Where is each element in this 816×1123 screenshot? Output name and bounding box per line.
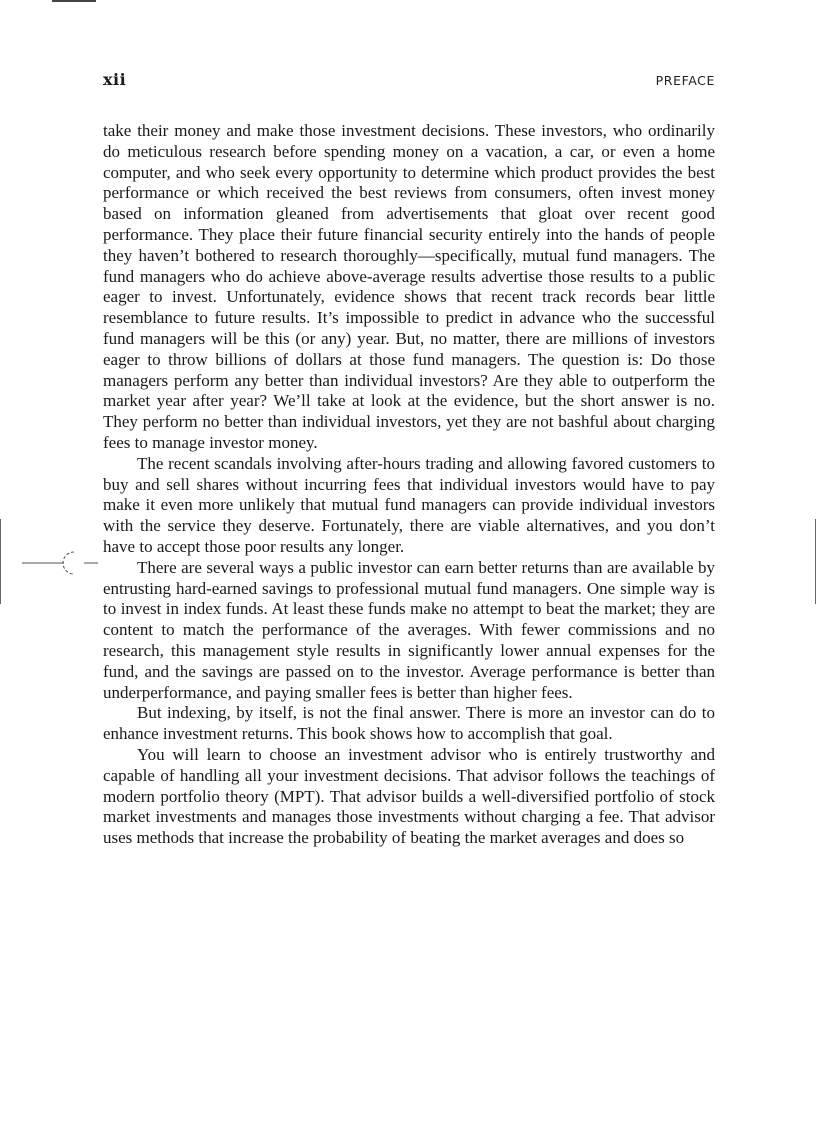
paragraph-2: The recent scandals involving after-hours trading and allowing favored customers to buy and sell shares without incurring fees that individual investors would have to pay make it even more unlikely that mutual fund managers can provide individual investors with the service they deserve. Fortunately, there are viable alternatives, and you don’t have to accept those poor results any longer.	[103, 453, 715, 556]
paragraph-3: There are several ways a public investor can earn better returns than are available by entrusting hard-earned savings to professional mutual fund managers. One simple way is to invest in index funds. At least these funds make no attempt to beat the market; they are content to match the performance of the averages. With fewer commissions and no research, this management style results in significantly lower annual expenses for the fund, and the savings are passed on to the investor. Average performance is better than underperformance, and paying smaller fees is better than higher fees.	[103, 557, 715, 702]
paragraph-5: You will learn to choose an investment advisor who is entirely trustworthy and capable of handling all your investment decisions. That advisor follows the teachings of modern portfolio theory (MPT). That advisor builds a well-diversified portfolio of stock market investments and manages those investments without charging a fee. That advisor uses methods that increase the probability of beating the market averages and does so	[103, 744, 715, 848]
section-title: PREFACE	[655, 73, 715, 88]
crop-mark-left	[0, 519, 1, 604]
paragraph-4: But indexing, by itself, is not the final answer. There is more an investor can do to enhance investment returns. This book shows how to accomplish that goal.	[103, 703, 715, 744]
page-number: xii	[103, 70, 127, 89]
crop-mark-top	[52, 0, 96, 2]
registration-mark	[22, 548, 98, 578]
body-text	[103, 121, 715, 849]
running-head	[103, 70, 715, 94]
paragraph-1: take their money and make those investment decisions. These investors, who ordinarily do meticulous research before spending money on a vacation, a car, or even a home computer, and who seek every opportunity to determine which product provides the best performance or which received the best reviews from consumers, often invest money based on information gleaned from advertisements that gloat over recent good performance. They place their future financial security entirely into the hands of people they haven’t bothered to research thoroughly—specifically, mutual fund managers. The fund managers who do achieve above-average results advertise those results to a public eager to invest. Unfortunately, evidence shows that recent track records bear little resemblance to future results. It’s impossible to predict in advance who the successful fund managers will be this (or any) year. But, no matter, there are millions of investors eager to throw billions of dollars at those fund managers. The question is: Do those managers perform any better than individual investors? Are they able to outperform the market year after year? We’ll take at look at the evidence, but the short answer is no. They perform no better than individual investors, yet they are not bashful about charging fees to manage investor money.	[103, 121, 715, 452]
